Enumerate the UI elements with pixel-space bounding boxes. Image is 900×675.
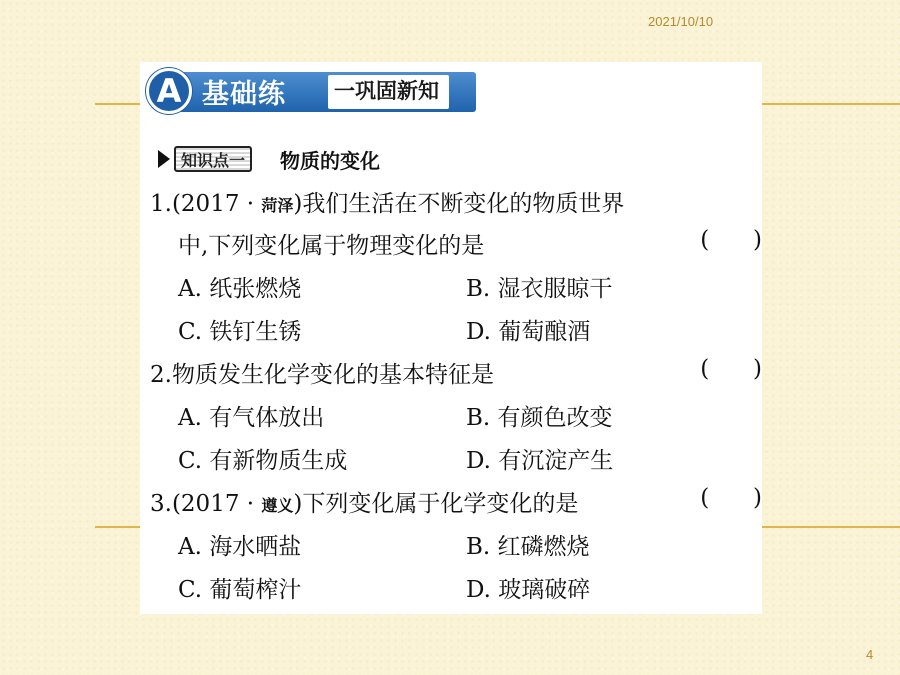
option-c: C. 有新物质生成 bbox=[178, 448, 348, 474]
question-text: 物质发生化学变化的基本特征是 bbox=[171, 362, 494, 388]
decorative-line bbox=[95, 526, 140, 528]
option-c: C. 葡萄榨汁 bbox=[178, 577, 302, 603]
option-b: B. 红磷燃烧 bbox=[466, 534, 590, 560]
question-number: 1. bbox=[150, 191, 172, 217]
option-a: A. 海水晒盐 bbox=[178, 534, 302, 560]
section-banner bbox=[146, 68, 476, 116]
option-d: D. 玻璃破碎 bbox=[466, 577, 591, 603]
question-source: 遵义 bbox=[261, 496, 294, 515]
question-3-line-1 bbox=[150, 485, 762, 525]
decorative-line bbox=[95, 103, 140, 105]
knowledge-point-title: 物质的变化 bbox=[280, 148, 381, 173]
question-text: 我们生活在不断变化的物质世界 bbox=[302, 191, 625, 217]
triangle-arrow-icon bbox=[158, 150, 170, 168]
banner-title: 基础练 bbox=[202, 79, 286, 110]
option-d: D. 有沉淀产生 bbox=[466, 448, 614, 474]
option-b: B. 湿衣服晾干 bbox=[466, 276, 613, 302]
exercise-card bbox=[140, 62, 762, 614]
question-source-open: (2017 · bbox=[171, 491, 262, 517]
option-b: B. 有颜色改变 bbox=[466, 405, 613, 431]
question-number: 3. bbox=[150, 491, 172, 517]
knowledge-point-header bbox=[158, 146, 380, 172]
question-1-line-1 bbox=[150, 185, 762, 225]
option-d: D. 葡萄酿酒 bbox=[466, 319, 591, 345]
decorative-line bbox=[762, 103, 900, 105]
decorative-line bbox=[762, 526, 900, 528]
answer-parentheses[interactable]: ( ) bbox=[700, 485, 762, 511]
banner-badge: A bbox=[146, 68, 192, 114]
question-source: 菏泽 bbox=[261, 196, 294, 215]
question-number: 2. bbox=[150, 362, 172, 388]
banner-subtitle: 一巩固新知 bbox=[328, 75, 449, 109]
question-source-close: ) bbox=[293, 191, 303, 217]
option-a: A. 有气体放出 bbox=[178, 405, 325, 431]
question-2-line-1 bbox=[150, 356, 762, 396]
question-source-open: (2017 · bbox=[171, 191, 262, 217]
question-source-close: ) bbox=[293, 491, 303, 517]
option-a: A. 纸张燃烧 bbox=[178, 276, 302, 302]
question-text: 中,下列变化属于物理变化的是 bbox=[178, 233, 485, 259]
slide-date: 2021/10/10 bbox=[648, 14, 714, 29]
knowledge-point-tag: 知识点一 bbox=[174, 146, 252, 172]
option-c: C. 铁钉生锈 bbox=[178, 319, 302, 345]
answer-parentheses[interactable]: ( ) bbox=[700, 356, 762, 382]
question-1-line-2 bbox=[178, 227, 762, 267]
slide-page-number: 4 bbox=[866, 647, 874, 662]
answer-parentheses[interactable]: ( ) bbox=[700, 227, 762, 253]
question-text: 下列变化属于化学变化的是 bbox=[302, 491, 579, 517]
